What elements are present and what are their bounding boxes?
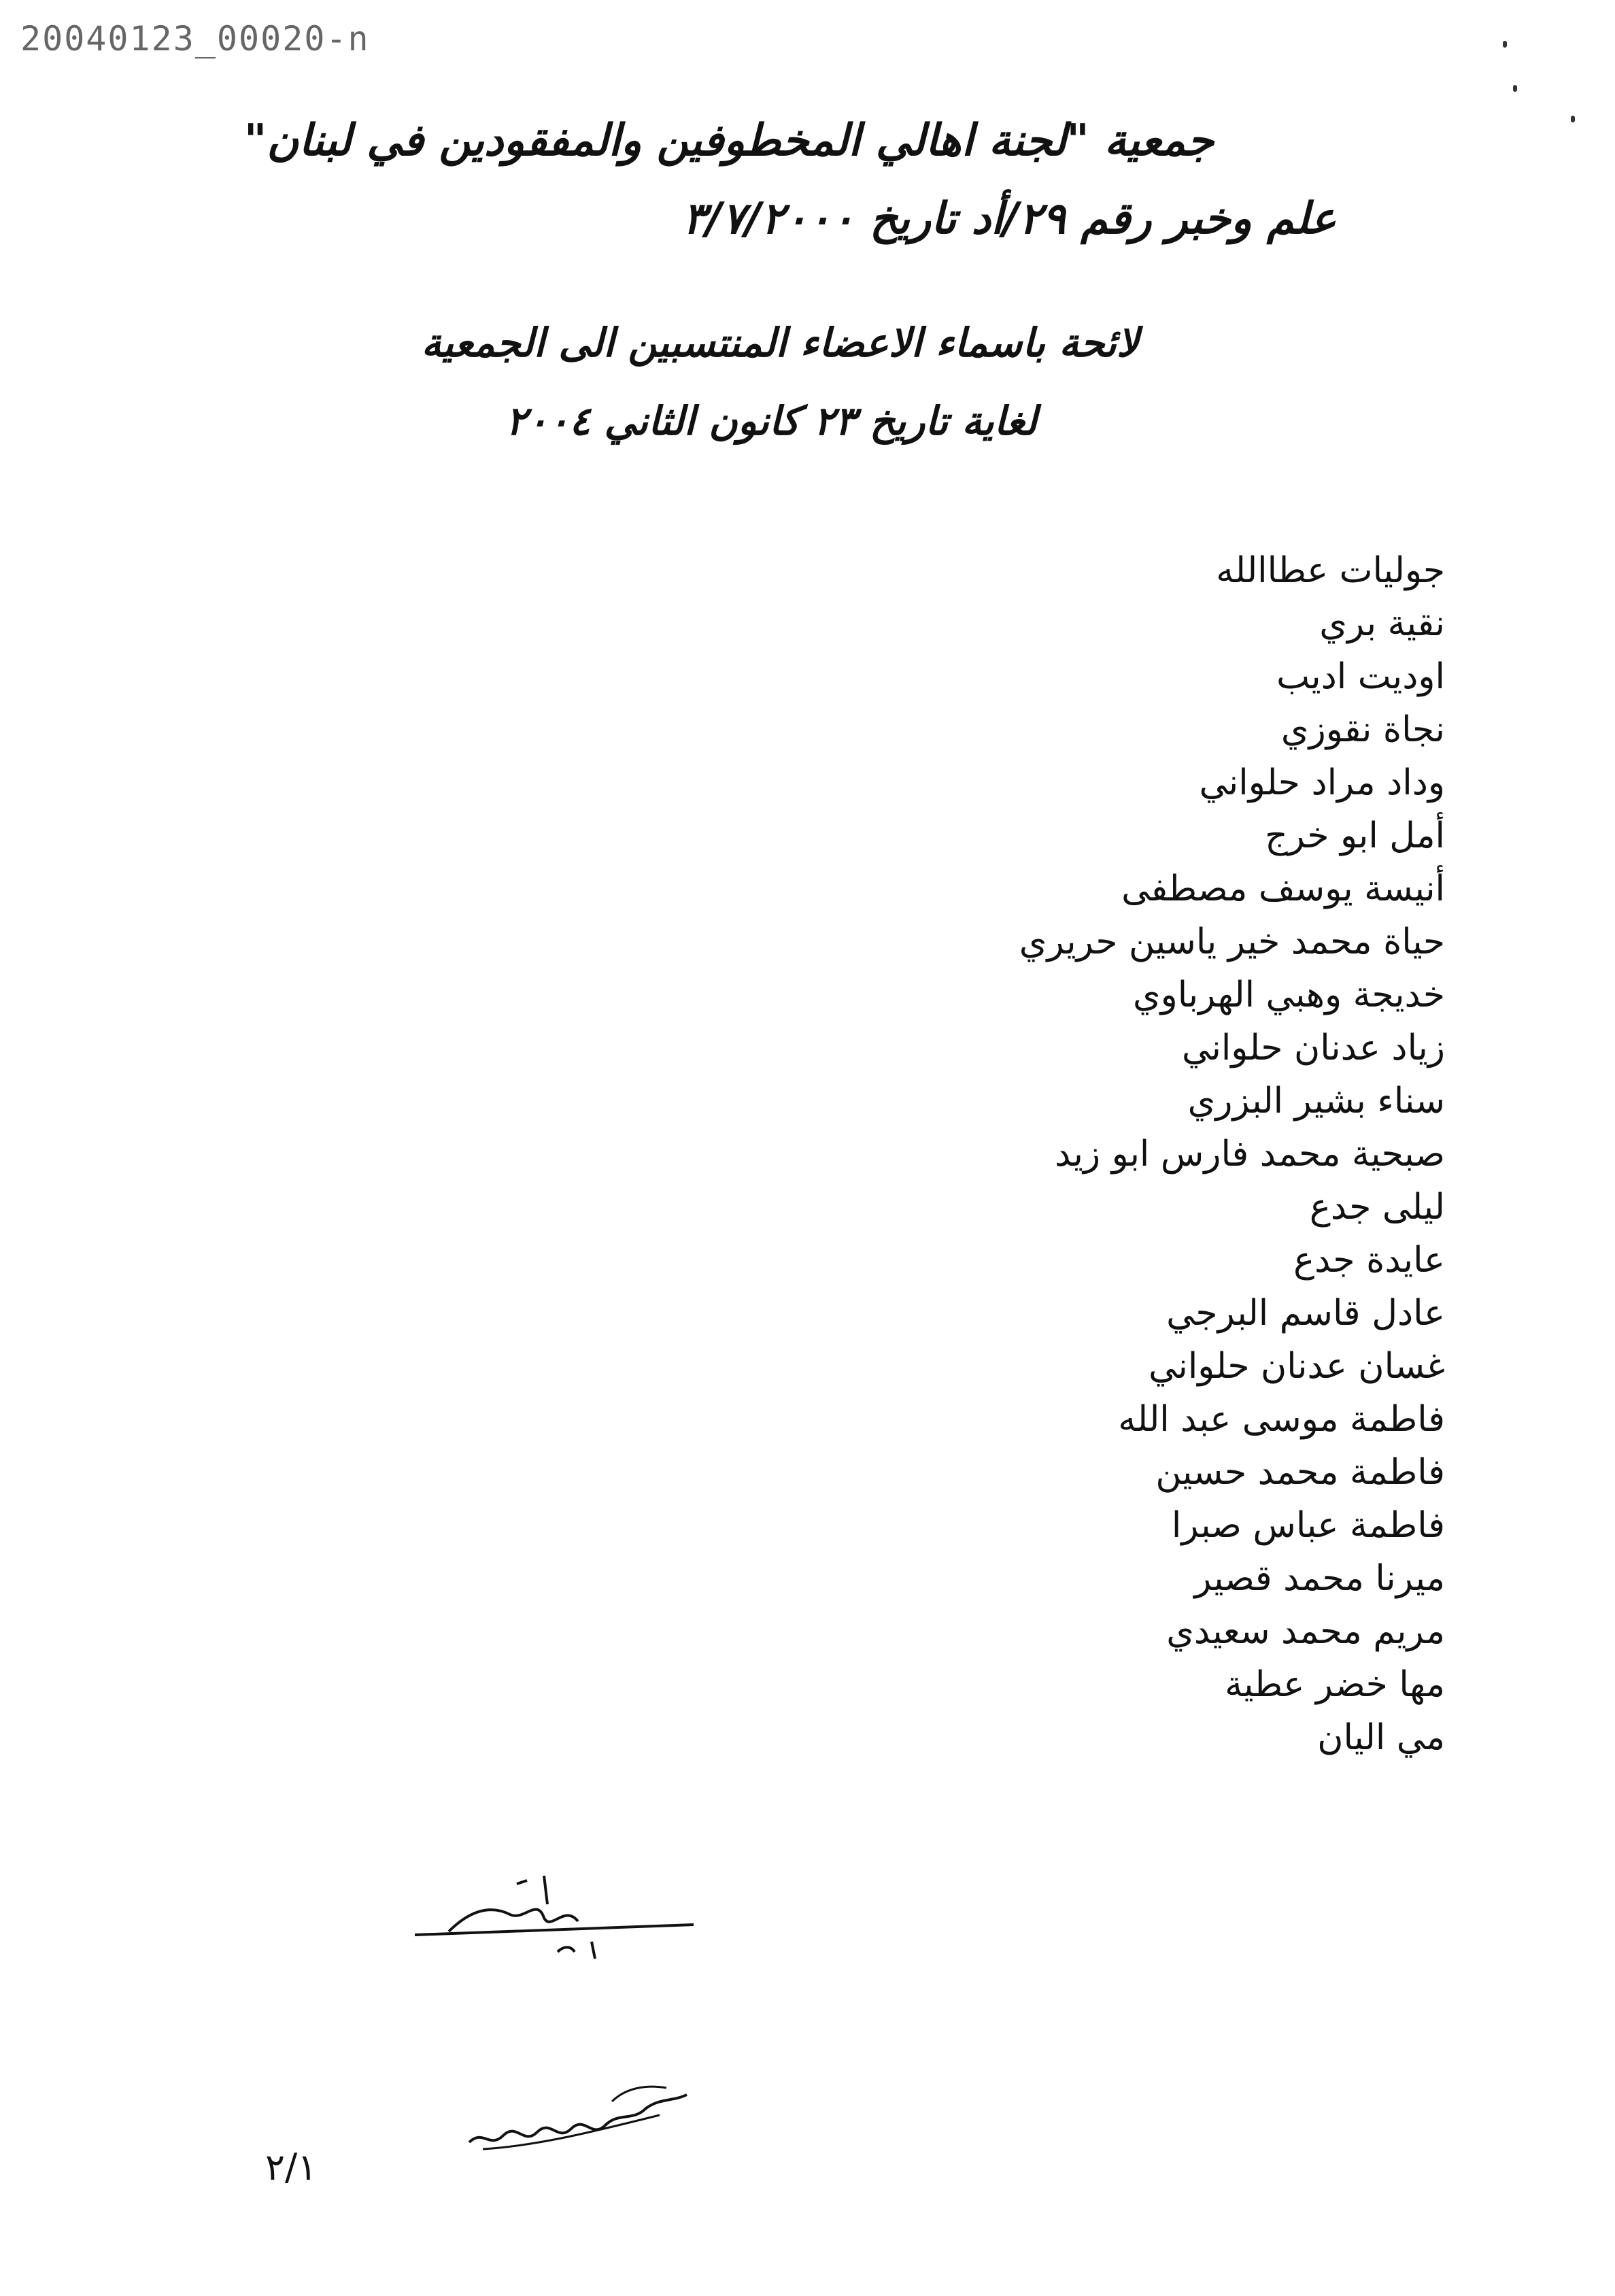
list-item: وداد مراد حلواني (1199, 762, 1445, 803)
list-item: اوديت اديب (1276, 656, 1445, 697)
list-item: غسان عدنان حلواني (1149, 1346, 1445, 1387)
list-item: فاطمة عباس صبرا (1171, 1505, 1445, 1546)
list-item: زياد عدنان حلواني (1182, 1028, 1445, 1068)
list-item: مريم محمد سعيدي (1166, 1611, 1445, 1652)
signature-2 (456, 2061, 694, 2163)
signature-1 (408, 1857, 700, 1965)
reference-code: 20040123_00020-n (20, 19, 370, 58)
list-item: عادل قاسم البرجي (1166, 1293, 1445, 1334)
list-date: لغاية تاريخ ٢٣ كانون الثاني ٢٠٠٤ (505, 398, 1037, 444)
list-item: فاطمة محمد حسين (1155, 1452, 1445, 1493)
list-item: حياة محمد خير ياسين حريري (1019, 922, 1445, 962)
members-list (765, 544, 1445, 1764)
page-number: ٢/١ (265, 2146, 318, 2189)
list-item: خديجة وهبي الهرباوي (1132, 975, 1445, 1015)
list-item: مي اليان (1317, 1717, 1445, 1758)
list-item: نقية بري (1319, 603, 1445, 644)
list-item: أنيسة يوسف مصطفى (1121, 868, 1445, 909)
list-item: ليلى جدع (1309, 1187, 1445, 1228)
list-item: صبحية محمد فارس ابو زيد (1055, 1134, 1445, 1175)
registration-info: علم وخبر رقم ٢٩/أد تاريخ ٣/٧/٢٠٠٠ (682, 194, 1336, 244)
scan-speck (1503, 41, 1507, 48)
scan-speck (1513, 85, 1517, 92)
list-item: ميرنا محمد قصير (1194, 1558, 1445, 1599)
list-item: مها خضر عطية (1225, 1664, 1445, 1705)
list-item: جوليات عطاالله (1216, 550, 1445, 591)
list-title: لائحة باسماء الاعضاء المنتسبين الى الجمعية (421, 320, 1139, 366)
list-item: نجاة نقوزي (1280, 709, 1445, 750)
association-name: جمعية "لجنة اهالي المخطوفين والمفقودين في لبنان" (243, 116, 1214, 166)
list-item: سناء بشير البزري (1187, 1081, 1445, 1121)
list-item: أمل ابو خرج (1265, 815, 1445, 856)
list-item: عايدة جدع (1293, 1240, 1445, 1281)
list-item: فاطمة موسى عبد الله (1118, 1399, 1445, 1440)
scan-speck (1571, 116, 1575, 122)
